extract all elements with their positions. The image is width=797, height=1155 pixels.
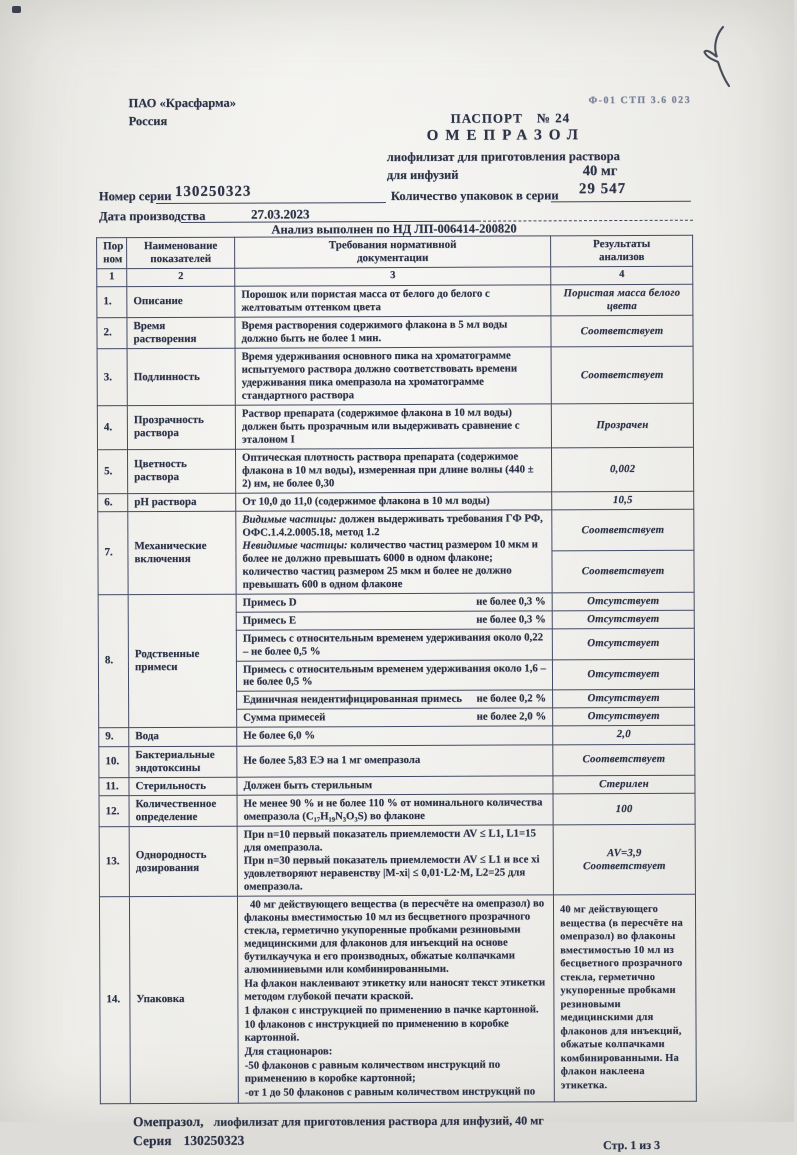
result: Стерилен — [553, 775, 695, 794]
requirement: Время удерживания основного пика на хроматограмме испытуемого раствора должно соответствовать времени удерживания пика омепразола на хроматограмме стандартного раствора — [235, 347, 551, 405]
passport-title-line — [451, 110, 571, 127]
indicator-name: Количественное определение — [129, 795, 237, 827]
analysis-reference: Анализ выполнен по НД ЛП-006414-200820 — [271, 221, 517, 237]
requirement-text: При n=30 первый показатель приемлемости AV ≤ L1 и все хi удовлетворяют неравенству |М-хi| ≤ 0,01·L2·М, L2=25 для омепразола. — [243, 853, 540, 893]
requirement-limit: не более 0,3 % — [476, 595, 546, 608]
result: 100 — [553, 793, 695, 825]
indicator-name: Однородность дозирования — [129, 827, 237, 897]
footer-product-description: лиофилизат для приготовления раствора для инфузий, 40 мг — [213, 1112, 544, 1129]
col-number: 3 — [235, 267, 551, 286]
series-value: 130250323 — [174, 183, 252, 200]
dosage-form-line1: лиофилизат для приготовления раствора — [386, 149, 620, 165]
row-num: 13. — [99, 827, 129, 897]
table-row — [99, 894, 696, 1103]
requirement-limit: не более 0,2 % — [476, 692, 547, 706]
requirement-paragraph: -50 флаконов с равным количеством инструкций по применению в коробке картонной; — [244, 1058, 501, 1085]
requirement-label: Невидимые частицы: — [242, 539, 348, 552]
requirement-paragraph: На флакон наклеивают этикетку или наносят текст этикетки методом глубокой печати краской. — [244, 976, 546, 1003]
table-row — [99, 744, 695, 778]
result: Соответствует — [552, 551, 694, 593]
result — [553, 825, 695, 895]
requirement — [237, 895, 554, 1103]
row-num: 12. — [99, 796, 129, 828]
requirement — [236, 593, 552, 612]
result: 10,5 — [552, 491, 694, 510]
indicator-name: Время растворения — [127, 317, 235, 349]
passport-number: № 24 — [536, 110, 571, 126]
result: Пористая масса белого цвета — [551, 284, 693, 316]
result: Соответствует — [552, 509, 694, 551]
requirement — [237, 825, 553, 896]
col-number: 1 — [97, 269, 127, 287]
result-value: AV=3,9 — [607, 846, 642, 859]
result: 40 мг действующего вещества (в пересчёте на омепразол) во флаконы вместимостью 10 мл из бесцветного прозрачного стекла, герметично укупоренные пробками резиновыми медицинскими для флаконов для инъекций, обжатые колпачками комбинированными. На флакон наклеена этикетка. — [553, 894, 696, 1101]
result: Соответствует — [553, 744, 695, 776]
dosage-form-line2: для инфузий — [386, 167, 459, 183]
requirement: Оптическая плотность раствора препарата (содержимое флакона в 10 мл воды), измеренная при длине волны (440 ± 2) нм, не более 0,30 — [235, 448, 551, 493]
requirement — [236, 510, 552, 594]
requirement-paragraph: 10 флаконов с инструкцией по применению в коробке картонной. — [244, 1017, 509, 1044]
requirement: Примесь с относительным временем удерживания около 0,22 – не более 0,5 % — [236, 628, 552, 660]
table-row — [99, 793, 695, 827]
series-underline — [156, 202, 386, 204]
series-label: Номер серии — [98, 188, 172, 204]
indicator-name: pH раствора — [128, 493, 236, 512]
requirement-text: количество частиц размером 10 мкм и более не должно превышать 6000 в одном флаконе; количество частиц размером 25 мкм и более не должно превышать 600 в одном флаконе — [242, 538, 538, 591]
indicator-name: Стерильность — [129, 777, 237, 796]
table-row — [97, 403, 693, 449]
footer-product-name: Омепразол, — [132, 1113, 204, 1129]
requirement: Не более 6,0 % — [237, 726, 553, 746]
indicator-name: Бактериальные эндотоксины — [129, 746, 237, 778]
requirement-limit: не более 2,0 % — [476, 710, 547, 724]
result: Соответствует — [551, 346, 693, 403]
form-code: Ф-01 СТП 3.6 023 — [588, 94, 692, 107]
indicator-name: Родственные примеси — [128, 594, 237, 728]
table-header-row — [97, 235, 693, 269]
page-number: Стр. 1 из 3 — [603, 1137, 661, 1152]
mfg-date-value: 27.03.2023 — [250, 206, 310, 222]
row-num: 11. — [99, 778, 129, 796]
packs-underline — [551, 201, 691, 203]
requirement: Время растворения содержимого флакона в 5 мл воды должно быть не более 1 мин. — [235, 316, 551, 349]
result-conclusion: Соответствует — [582, 859, 666, 873]
row-num: 6. — [98, 493, 128, 511]
footer-product-line — [133, 1111, 693, 1129]
requirement: От 10,0 до 11,0 (содержимое флакона в 10 мл воды) — [236, 492, 552, 512]
requirement-limit: не более 0,3 % — [476, 612, 546, 626]
header-col-name: Наименование показателей — [127, 237, 235, 269]
packs-value: 29 547 — [578, 180, 627, 198]
requirement-text: должен выдерживать требования ГФ РФ, ОФС.1.4.2.0005.18, метод 1.2 — [242, 512, 543, 539]
row-num: 14. — [99, 897, 130, 1103]
row-num: 10. — [99, 746, 129, 778]
manufacturer-country: Россия — [128, 113, 168, 129]
table-row — [97, 284, 693, 318]
requirement-paragraph: 1 флакон с инструкцией по применению в пачке картонной. — [244, 1003, 539, 1017]
header-col-req: Требования нормативной документации — [235, 236, 551, 269]
header-col-res: Результаты анализов — [551, 235, 693, 267]
requirement: Примесь с относительным временем удерживания около 1,6 – не более 0,5 % — [236, 659, 552, 691]
requirement: Раствор препарата (содержимое флакона в 10 мл воды) должен быть прозрачным или выдерживать сравнение с эталоном I — [235, 404, 551, 449]
requirement — [237, 708, 553, 727]
requirement-paragraph: Для стационаров: — [244, 1044, 333, 1058]
row-num: 8. — [98, 594, 129, 728]
requirement-paragraph: -от 1 до 50 флаконов с равным количеством инструкций по — [244, 1084, 536, 1099]
result: Отсутствует — [552, 610, 694, 629]
result: 0,002 — [551, 447, 693, 491]
footer-series-value: 130250323 — [183, 1132, 245, 1148]
indicator-name: Описание — [127, 286, 235, 317]
requirement-text: Единичная неидентифицированная примесь — [243, 693, 463, 707]
row-num: 1. — [97, 287, 127, 318]
packs-label: Количество упаковок в серии — [390, 188, 559, 204]
requirement: Должен быть стерильным — [237, 776, 553, 796]
table-row — [97, 315, 693, 349]
result: Прозрачен — [551, 403, 693, 447]
requirement: Не менее 90 % и не более 110 % от номинального количества омепразола (C₁₇H₁₉N₃O₃S) во флаконе — [237, 794, 553, 827]
indicator-name: Вода — [129, 728, 237, 747]
indicator-name: Упаковка — [129, 896, 238, 1103]
requirement-text: При n=10 первый показатель приемлемости AV ≤ L1, L1=15 для омепразола. — [243, 827, 536, 855]
header-col-num: Пор ном — [97, 238, 127, 270]
result: Соответствует — [551, 315, 693, 347]
requirement-paragraph: 40 мг действующего вещества (в пересчёте на омепразол) во флаконы вместимостью 10 мл из бесцветного прозрачного стекла, герметично укупоренные пробками резиновыми медицинскими для флаконов для инъекций на основе бутилкаучука и его производных, обжатые колпачками алюминиевыми или комбинированными. — [244, 897, 545, 976]
requirement-text: Примесь Е — [242, 614, 297, 627]
requirement — [237, 690, 553, 709]
product-name: ОМЕПРАЗОЛ — [426, 127, 585, 144]
mfg-date-label: Дата производства — [98, 208, 206, 224]
row-num: 2. — [97, 318, 127, 350]
indicator-name: Цветность раствора — [128, 449, 236, 493]
row-num: 5. — [98, 450, 128, 494]
result: Отсутствует — [553, 708, 695, 727]
table-row — [98, 447, 694, 493]
result: 2,0 — [553, 726, 695, 745]
result: Отсутствует — [552, 659, 694, 691]
indicator-name: Подлинность — [127, 348, 235, 405]
requirement-text: Сумма примесей — [243, 711, 326, 725]
analysis-table — [96, 235, 697, 1104]
document-footer — [132, 1111, 693, 1152]
table-row — [99, 825, 695, 897]
result: Отсутствует — [552, 628, 694, 660]
requirement: Не более 5,83 ЕЭ на 1 мг омепразола — [237, 744, 553, 777]
table-row — [97, 346, 693, 405]
manufacturer-name: ПАО «Красфарма» — [128, 95, 236, 111]
result: Отсутствует — [553, 690, 695, 709]
requirement-text: Примесь D — [242, 596, 297, 609]
passport-title: ПАСПОРТ — [450, 110, 523, 126]
row-num: 7. — [98, 512, 128, 595]
row-num: 3. — [97, 349, 127, 406]
document-header — [0, 0, 793, 238]
requirement-label: Видимые частицы: — [242, 513, 337, 526]
requirement — [236, 610, 552, 629]
table-row — [98, 509, 694, 553]
col-number: 2 — [127, 269, 235, 287]
col-number: 4 — [551, 267, 693, 285]
indicator-name: Механические включения — [128, 511, 236, 594]
row-num: 9. — [99, 728, 129, 746]
strength: 40 мг — [582, 163, 618, 180]
indicator-name: Прозрачность раствора — [127, 405, 235, 449]
result: Отсутствует — [552, 592, 694, 611]
row-num: 4. — [97, 406, 127, 450]
footer-series-label: Серия — [132, 1132, 172, 1148]
requirement: Порошок или пористая масса от белого до белого с желтоватым оттенком цвета — [235, 285, 551, 317]
